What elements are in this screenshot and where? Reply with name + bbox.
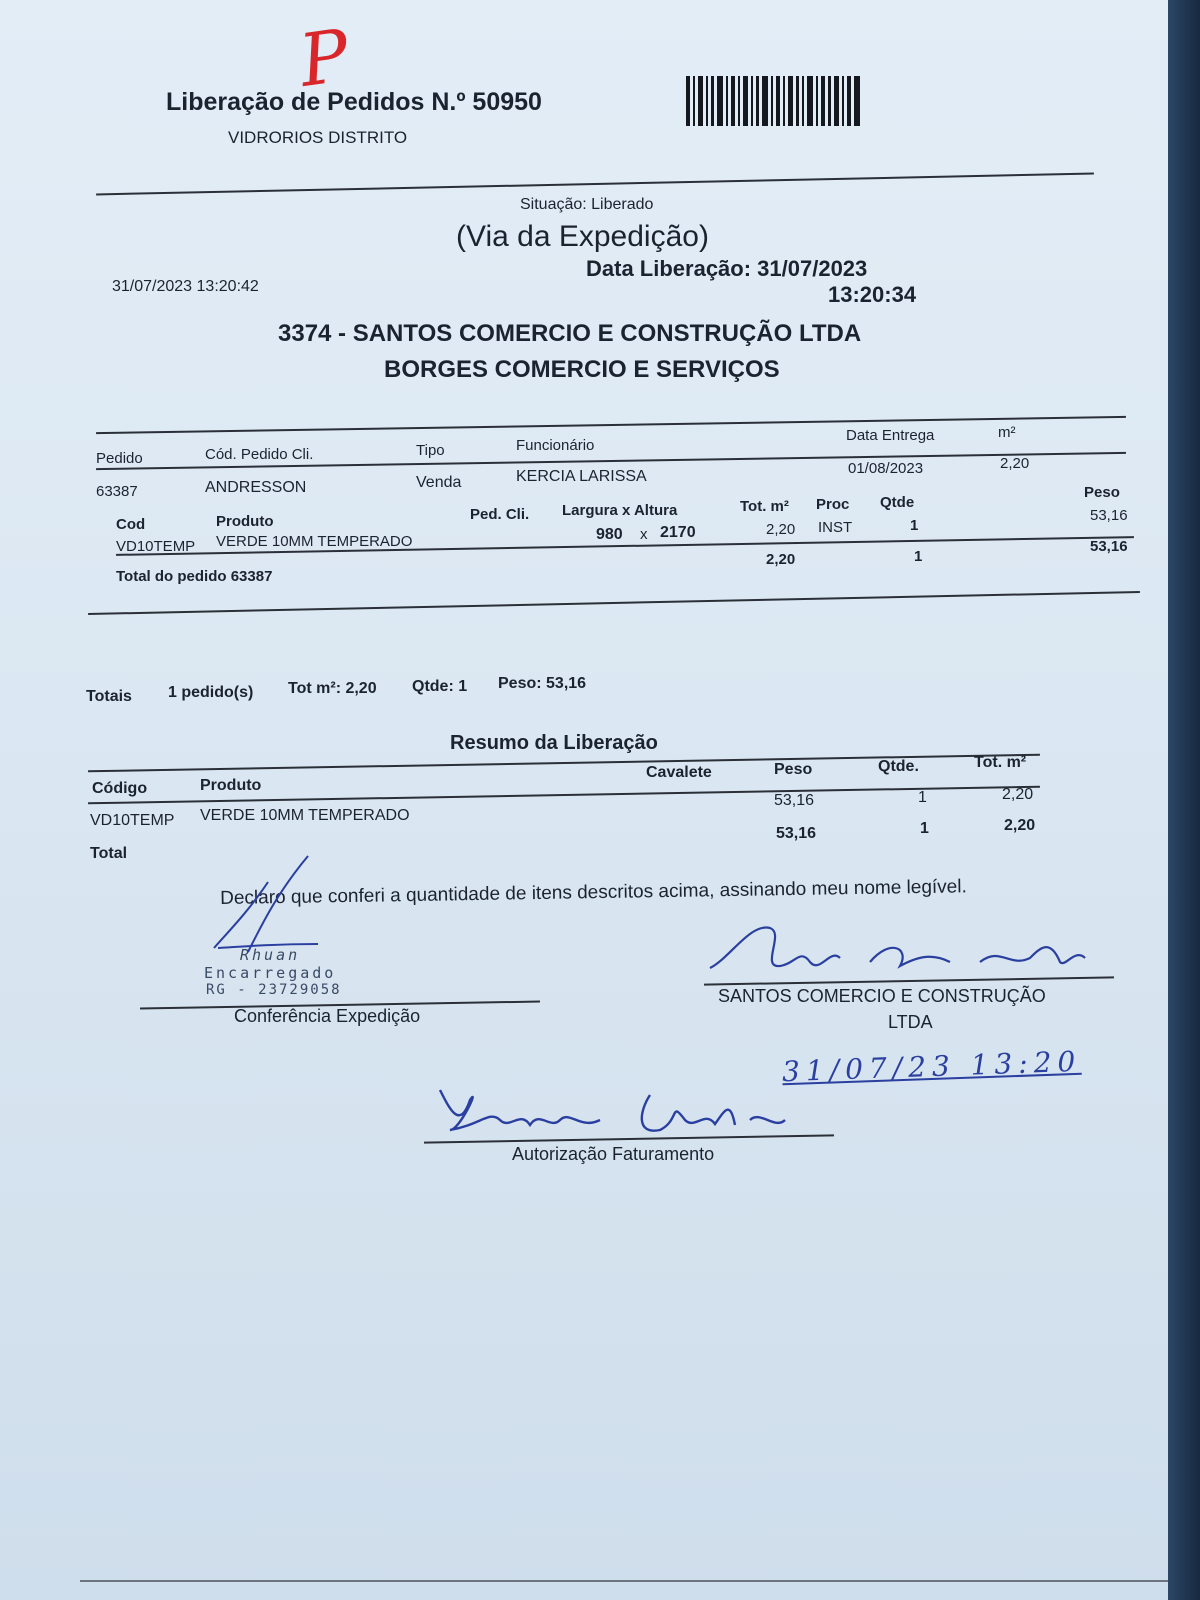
- item-header-cod: Cod: [116, 516, 146, 533]
- header-cod-pedido-cli: Cód. Pedido Cli.: [205, 446, 314, 463]
- resumo-codigo: VD10TEMP: [90, 812, 175, 829]
- order-total-peso: 53,16: [1090, 538, 1128, 555]
- handwritten-red-mark: P: [294, 13, 355, 103]
- item-tot-m2: 2,20: [766, 521, 796, 538]
- item-cod: VD10TEMP: [116, 538, 196, 555]
- signature-conferencia: [208, 852, 328, 962]
- item-dimension-x: x: [640, 526, 648, 543]
- header-tipo: Tipo: [416, 442, 445, 459]
- stamp-name: Rhuan: [240, 946, 301, 964]
- value-funcionario: KERCIA LARISSA: [516, 468, 647, 485]
- release-time: 13:20:34: [828, 282, 917, 307]
- stamp-rg: RG - 23729058: [206, 982, 342, 998]
- totals-peso: Peso: 53,16: [498, 675, 587, 692]
- resumo-header-codigo: Código: [92, 780, 148, 797]
- item-peso: 53,16: [1090, 507, 1128, 524]
- resumo-total-qtde: 1: [920, 820, 929, 837]
- resumo-qtde: 1: [918, 789, 927, 806]
- header-pedido: Pedido: [96, 450, 143, 467]
- status-label: Situação: Liberado: [520, 196, 654, 213]
- totals-label: Totais: [86, 688, 132, 705]
- order-bottom-rule: [88, 591, 1140, 615]
- resumo-peso: 53,16: [774, 792, 815, 809]
- value-tipo: Venda: [416, 474, 462, 491]
- value-m2: 2,20: [1000, 455, 1030, 472]
- client-signature-label-2: LTDA: [888, 1012, 933, 1032]
- handwritten-date: 31/07/23 13:20: [781, 1044, 1082, 1089]
- order-total-qtde: 1: [914, 548, 923, 565]
- declaration-text: Declaro que conferi a quantidade de itens descritos acima, assinando meu nome legível.: [220, 876, 967, 909]
- print-datetime: 31/07/2023 13:20:42: [112, 278, 259, 295]
- order-total-label: Total do pedido 63387: [116, 568, 273, 585]
- item-header-largura-altura: Largura x Altura: [562, 502, 678, 519]
- signature-autorizacao: [430, 1080, 810, 1140]
- resumo-header-peso: Peso: [774, 761, 813, 778]
- resumo-tot-m2: 2,20: [1002, 786, 1034, 803]
- conferencia-label: Conferência Expedição: [234, 1006, 421, 1026]
- resumo-header-produto: Produto: [200, 777, 262, 794]
- header-funcionario: Funcionário: [516, 437, 595, 454]
- item-header-produto: Produto: [216, 513, 274, 530]
- item-largura: 980: [596, 526, 623, 543]
- resumo-produto: VERDE 10MM TEMPERADO: [200, 807, 410, 824]
- resumo-total-tot-m2: 2,20: [1004, 817, 1036, 834]
- value-data-entrega: 01/08/2023: [848, 460, 924, 477]
- stamp-role: Encarregado: [204, 964, 337, 982]
- value-cod-pedido-cli: ANDRESSON: [205, 479, 307, 496]
- item-produto: VERDE 10MM TEMPERADO: [216, 533, 413, 550]
- copy-type: (Via da Expedição): [456, 220, 709, 253]
- value-pedido: 63387: [96, 483, 138, 500]
- item-altura: 2170: [660, 524, 696, 541]
- resumo-header-tot-m2: Tot. m²: [974, 754, 1027, 771]
- header-data-entrega: Data Entrega: [846, 427, 935, 444]
- resumo-header-cavalete: Cavalete: [646, 764, 712, 781]
- resumo-title: Resumo da Liberação: [450, 732, 658, 754]
- page-bottom-rule: [80, 1580, 1168, 1582]
- item-header-peso: Peso: [1084, 484, 1120, 501]
- client-trade-name: BORGES COMERCIO E SERVIÇOS: [384, 356, 780, 383]
- item-header-tot-m2: Tot. m²: [740, 498, 789, 515]
- autorizacao-label: Autorização Faturamento: [512, 1144, 715, 1164]
- company-name: VIDRORIOS DISTRITO: [228, 128, 408, 147]
- resumo-header-qtde: Qtde.: [878, 758, 919, 775]
- order-top-rule: [96, 416, 1126, 434]
- item-qtde: 1: [910, 517, 919, 534]
- item-header-qtde: Qtde: [880, 494, 915, 511]
- totals-pedidos: 1 pedido(s): [168, 684, 254, 701]
- item-proc: INST: [818, 519, 853, 536]
- header-m2: m²: [998, 424, 1016, 441]
- client-signature-label-1: SANTOS COMERCIO E CONSTRUÇÃO: [718, 986, 1046, 1006]
- document-title: Liberação de Pedidos N.º 50950: [166, 88, 542, 116]
- release-date: Data Liberação: 31/07/2023: [586, 256, 868, 281]
- barcode: [686, 76, 862, 126]
- totals-tot-m2: Tot m²: 2,20: [288, 680, 377, 697]
- client-name: 3374 - SANTOS COMERCIO E CONSTRUÇÃO LTDA: [278, 320, 862, 347]
- top-divider: [96, 173, 1094, 196]
- resumo-total-peso: 53,16: [776, 825, 817, 842]
- background-edge: [1168, 0, 1200, 1600]
- resumo-total-label: Total: [90, 845, 128, 862]
- item-header-ped-cli: Ped. Cli.: [470, 506, 530, 523]
- totals-qtde: Qtde: 1: [412, 678, 468, 695]
- item-header-proc: Proc: [816, 496, 850, 513]
- order-total-m2: 2,20: [766, 551, 796, 568]
